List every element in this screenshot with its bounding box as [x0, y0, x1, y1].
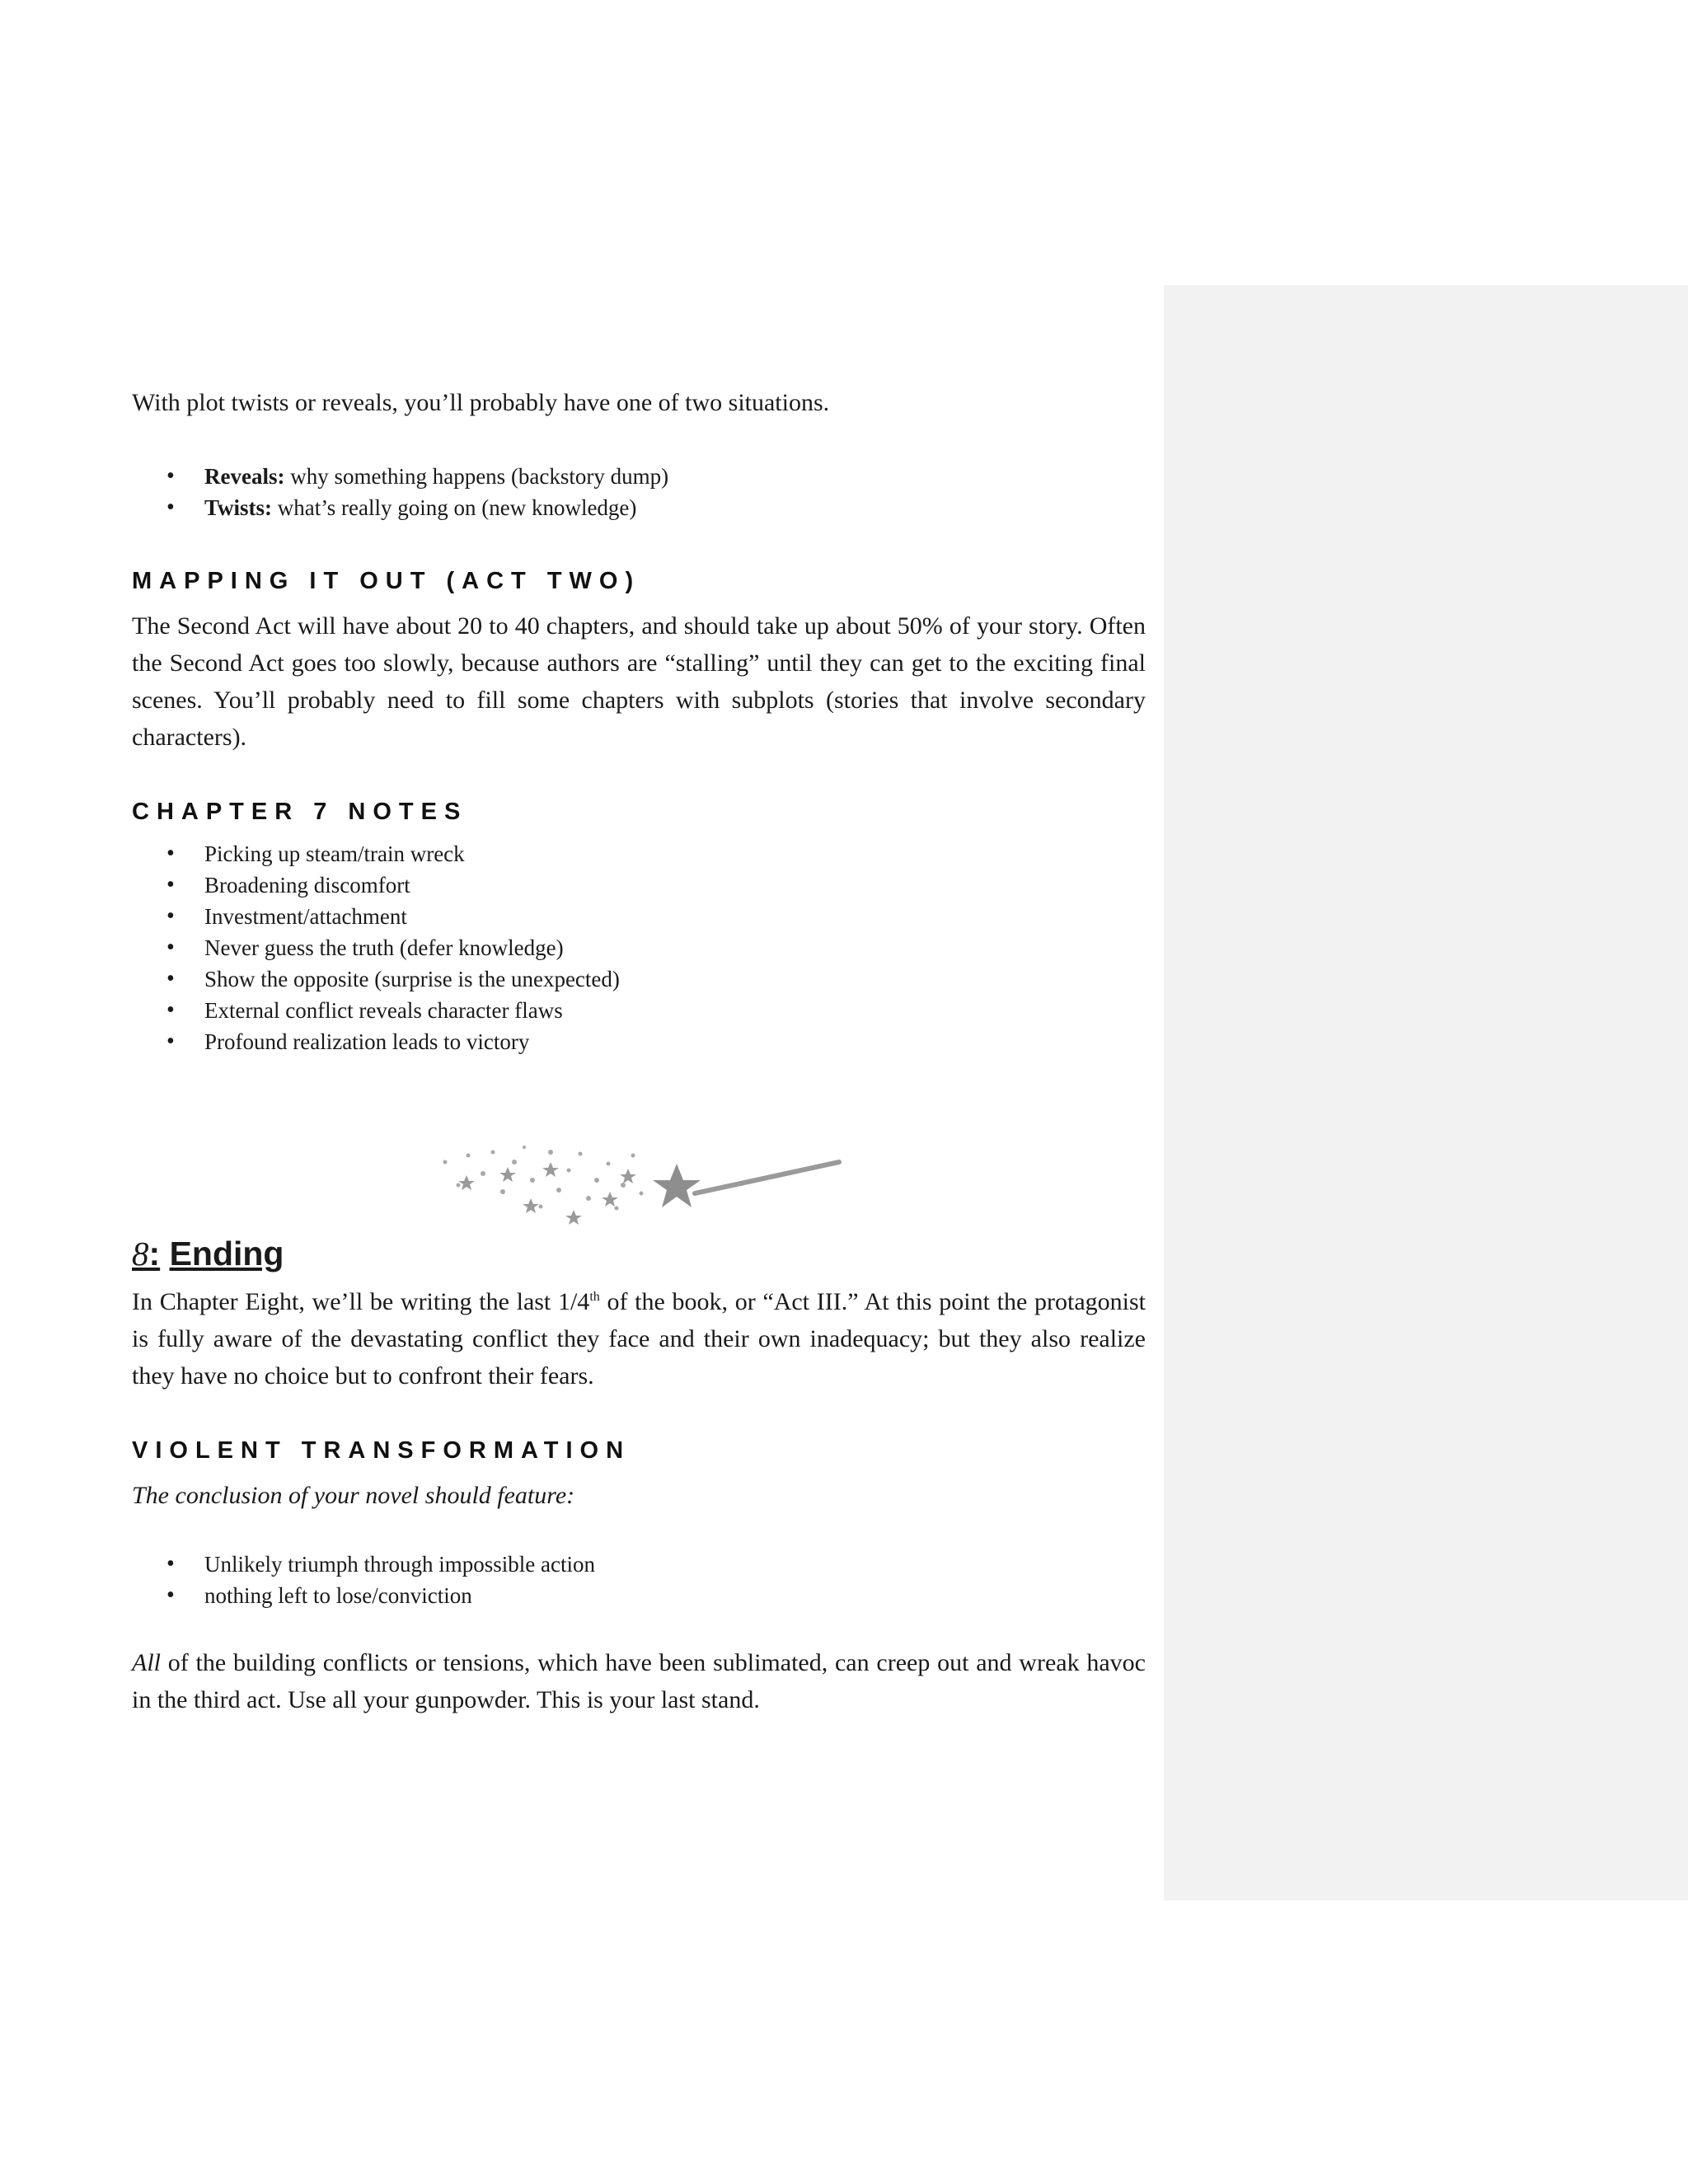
list-item: • Profound realization leads to victory — [132, 1026, 1146, 1057]
list-item: • Reveals: why something happens (backstory dump) — [132, 461, 1146, 492]
violent-heading: VIOLENT TRANSFORMATION — [132, 1437, 631, 1464]
list-item: • Picking up steam/train wreck — [132, 838, 1146, 869]
list-item: • External conflict reveals character flaws — [132, 995, 1146, 1026]
magic-wand-icon — [435, 1139, 847, 1230]
mapping-paragraph: The Second Act will have about 20 to 40 chapters, and should take up about 50% of your story. Often the Second Act goes too slowly, because authors are “stalling” until they can get to the exciting final scenes. You’ll probably need to fill some chapters with subplots (stories that involve secondary characters). — [132, 612, 1146, 751]
chapter-title: Ending — [169, 1235, 284, 1272]
list-item: • Twists: what’s really going on (new knowledge) — [132, 492, 1146, 523]
page-content — [132, 384, 1146, 1718]
comment-pane — [1164, 285, 1688, 1900]
chapter7-heading: CHAPTER 7 NOTES — [132, 799, 468, 825]
closing-paragraph: All of the building conflicts or tensions, which have been sublimated, can creep out and wreak havoc in the third act. Use all your gunpowder. This is your last stand. — [132, 1649, 1146, 1713]
list-item: • Show the opposite (surprise is the unexpected) — [132, 963, 1146, 995]
chapter8-paragraph: In Chapter Eight, we’ll be writing the last 1/4th of the book, or “Act III.” At this point the protagonist is fully aware of the devastating conflict they face and their own inadequacy; but they also realize they have no choice but to confront their fears. — [132, 1288, 1146, 1390]
chapter7-list — [132, 838, 1146, 1057]
list-item: • nothing left to lose/conviction — [132, 1580, 1146, 1611]
list-item: • Investment/attachment — [132, 901, 1146, 932]
chapter8-title: 8: Ending — [132, 1235, 284, 1272]
situations-list — [132, 461, 1146, 523]
chapter-number: 8 — [132, 1235, 149, 1272]
list-item: • Unlikely triumph through impossible action — [132, 1549, 1146, 1580]
list-item: • Broadening discomfort — [132, 869, 1146, 901]
intro-paragraph: With plot twists or reveals, you’ll probably have one of two situations. — [132, 389, 830, 416]
mapping-heading: MAPPING IT OUT (ACT TWO) — [132, 568, 641, 594]
list-item: • Never guess the truth (defer knowledge) — [132, 932, 1146, 963]
violent-list — [132, 1549, 1146, 1611]
violent-lead: The conclusion of your novel should feature: — [132, 1482, 575, 1509]
